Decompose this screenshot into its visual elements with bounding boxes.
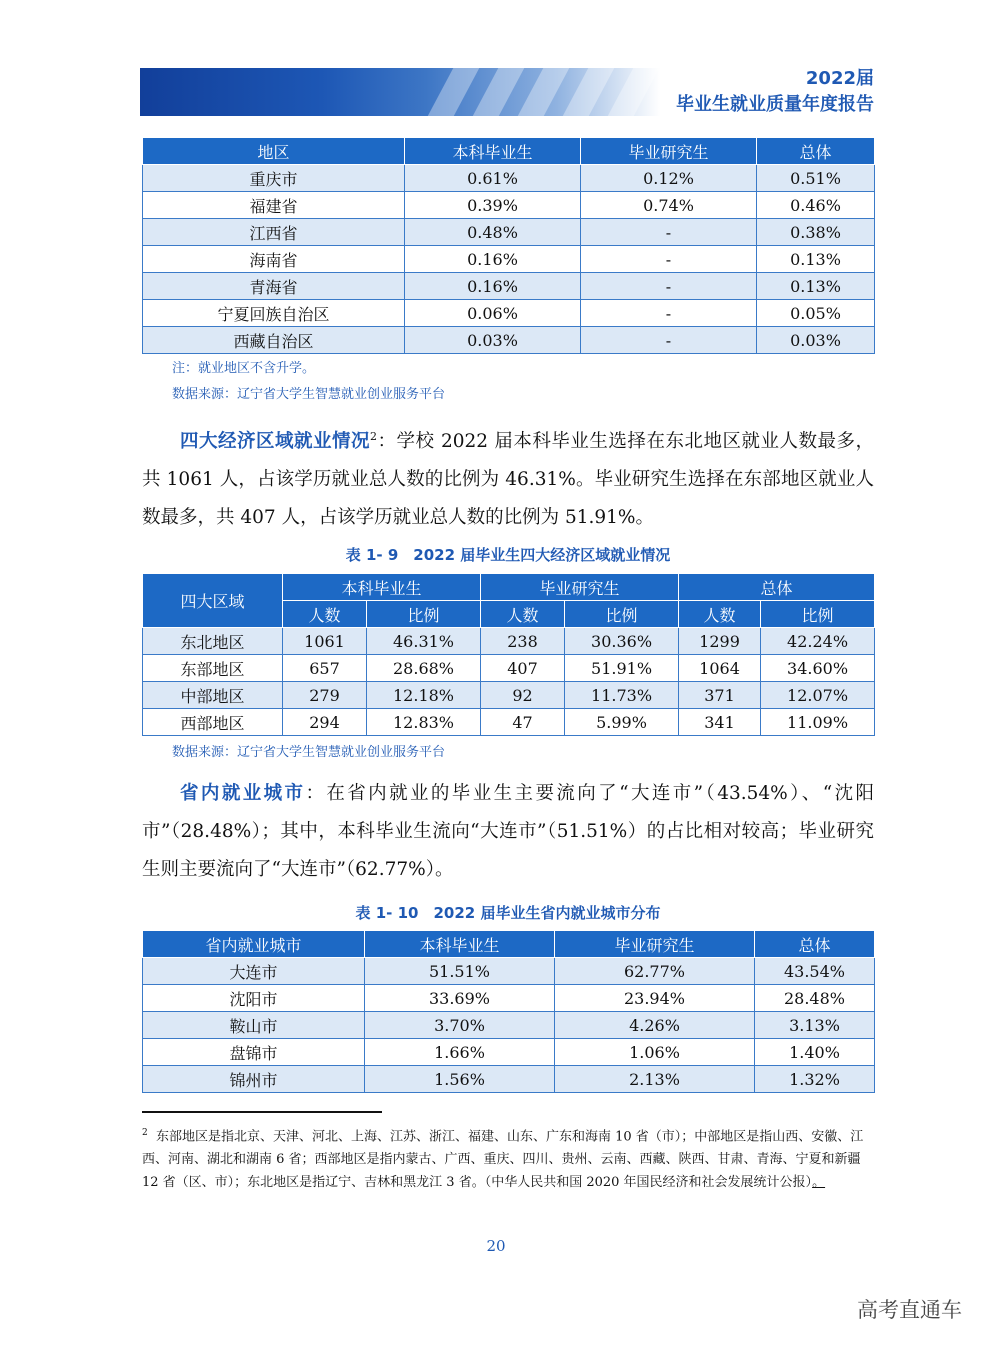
economic-row-header: 四大区域 [143,574,283,628]
table-cell: 51.91% [565,655,679,682]
table-cell: 0.03% [405,327,581,354]
table-cell: 0.61% [405,165,581,192]
table-cell: 盘锦市 [143,1039,365,1066]
group-overall: 总体 [679,574,875,601]
table-row [143,219,875,246]
table-cell: 0.06% [405,300,581,327]
footnote-mark: 2 [142,1128,148,1138]
table-cell: 23.94% [555,985,755,1012]
city-lead: 省内就业城市 [180,783,306,804]
table-cell: 1.66% [365,1039,555,1066]
table-row [143,985,875,1012]
region-source: 数据来源：辽宁省大学生智慧就业创业服务平台 [172,387,446,402]
city-text: ：在省内就业的毕业生主要流向了“大连市”（43.54%）、“沈阳市”（28.48%）；其中，本科毕业生流向“大连市”（51.51%）的占比相对较高；毕业研究生则主要流向了“大连市”（62.77%）。 [142,783,874,880]
table-cell: 0.51% [757,165,875,192]
table-cell: 东部地区 [143,655,283,682]
table-cell: 0.46% [757,192,875,219]
table-cell: 东北地区 [143,628,283,655]
table-cell: 1061 [283,628,367,655]
table-cell: - [581,219,757,246]
group-graduate: 毕业研究生 [481,574,679,601]
table-cell: 0.38% [757,219,875,246]
table-cell: 12.83% [367,709,481,736]
table-cell: 0.48% [405,219,581,246]
table-cell: 1064 [679,655,761,682]
column-header: 毕业研究生 [555,931,755,958]
table-row [143,628,875,655]
subcolumn-header: 比例 [761,601,875,628]
table-cell: 鞍山市 [143,1012,365,1039]
table-cell: 1.06% [555,1039,755,1066]
column-header: 总体 [757,138,875,165]
table-cell: - [581,246,757,273]
table-row [143,709,875,736]
table-cell: 西部地区 [143,709,283,736]
column-header: 总体 [755,931,875,958]
city-caption: 表 1- 10 2022 届毕业生省内就业城市分布 [355,904,661,922]
region-note: 注：就业地区不含升学。 [172,361,316,376]
footnote [142,1122,872,1194]
table-cell: 12.07% [761,682,875,709]
table-cell: 青海省 [143,273,405,300]
table-row [143,327,875,354]
table-row [143,958,875,985]
table-cell: 大连市 [143,958,365,985]
footnote-rule [142,1111,382,1113]
table-cell: 0.03% [757,327,875,354]
table-cell: 4.26% [555,1012,755,1039]
subcolumn-header: 人数 [481,601,565,628]
table-row [143,165,875,192]
table-cell: 0.12% [581,165,757,192]
report-title: 毕业生就业质量年度报告 [676,94,874,115]
table-cell: 1.40% [755,1039,875,1066]
table-cell: 5.99% [565,709,679,736]
table-cell: 锦州市 [143,1066,365,1093]
column-header: 本科毕业生 [405,138,581,165]
table-cell: 福建省 [143,192,405,219]
table-row [143,655,875,682]
table-cell: 47 [481,709,565,736]
table-row [143,273,875,300]
table-cell: 62.77% [555,958,755,985]
table-cell: 657 [283,655,367,682]
table-cell: 1.32% [755,1066,875,1093]
table-cell: 0.16% [405,273,581,300]
table-cell: 3.13% [755,1012,875,1039]
table-cell: - [581,273,757,300]
economic-paragraph [142,418,874,537]
table-cell: 33.69% [365,985,555,1012]
city-table [142,930,875,1093]
column-header: 毕业研究生 [581,138,757,165]
table-row [143,1039,875,1066]
footnote-text: 东部地区是指北京、天津、河北、上海、江苏、浙江、福建、山东、广东和海南 10 省（市）；中部地区是指山西、安徽、江西、河南、湖北和湖南 6 省；西部地区是指内蒙古、广西、重庆、四川、贵州、云南、西藏、陕西、甘肃、青海、宁夏和新疆 12 省（区、市）；东北地区是指辽宁、吉林和黑龙江 3 省。（中华人民共和国 2020 年国民经济和社会发展统计公报） [142,1129,864,1191]
header-banner [140,68,660,116]
table-cell: 西藏自治区 [143,327,405,354]
table-cell: 0.39% [405,192,581,219]
subcolumn-header: 比例 [565,601,679,628]
table-row [143,1066,875,1093]
table-cell: 中部地区 [143,682,283,709]
economic-lead: 四大经济区域就业情况 [180,431,371,453]
table-cell: 0.74% [581,192,757,219]
table-cell: 0.16% [405,246,581,273]
table-cell: 34.60% [761,655,875,682]
table-cell: 0.13% [757,246,875,273]
table-cell: 0.05% [757,300,875,327]
table-cell: 海南省 [143,246,405,273]
table-cell: 沈阳市 [143,985,365,1012]
city-paragraph [142,775,874,889]
table-cell: - [581,300,757,327]
table-row [143,1012,875,1039]
table-cell: 46.31% [367,628,481,655]
table-cell: 2.13% [555,1066,755,1093]
footnote-tail: 。 [812,1175,826,1191]
table-row [143,682,875,709]
table-cell: 江西省 [143,219,405,246]
table-cell: 重庆市 [143,165,405,192]
table-cell: 11.73% [565,682,679,709]
table-cell: 28.48% [755,985,875,1012]
economic-caption: 表 1- 9 2022 届毕业生四大经济区域就业情况 [345,546,671,564]
table-row [143,246,875,273]
table-cell: 43.54% [755,958,875,985]
footnote-ref: 2 [370,430,378,443]
table-cell: 30.36% [565,628,679,655]
table-cell: 28.68% [367,655,481,682]
table-cell: 341 [679,709,761,736]
table-cell: 1.56% [365,1066,555,1093]
economic-source: 数据来源：辽宁省大学生智慧就业创业服务平台 [172,745,446,760]
table-cell: 51.51% [365,958,555,985]
subcolumn-header: 比例 [367,601,481,628]
table-cell: 238 [481,628,565,655]
table-cell: 宁夏回族自治区 [143,300,405,327]
table-cell: 294 [283,709,367,736]
table-cell: - [581,327,757,354]
economic-table [142,573,875,736]
report-year: 2022届 [805,68,874,89]
table-cell: 92 [481,682,565,709]
table-cell: 12.18% [367,682,481,709]
subcolumn-header: 人数 [679,601,761,628]
group-undergrad: 本科毕业生 [283,574,481,601]
watermark-text: 高考直通车 [857,1298,962,1322]
table-cell: 279 [283,682,367,709]
column-header: 地区 [143,138,405,165]
table-cell: 1299 [679,628,761,655]
table-cell: 42.24% [761,628,875,655]
table-row [143,300,875,327]
report-header [676,66,874,118]
subcolumn-header: 人数 [283,601,367,628]
table-cell: 3.70% [365,1012,555,1039]
column-header: 本科毕业生 [365,931,555,958]
table-cell: 0.13% [757,273,875,300]
column-header: 省内就业城市 [143,931,365,958]
table-row [143,192,875,219]
table-cell: 11.09% [761,709,875,736]
page-number: 20 [486,1237,506,1255]
table-cell: 407 [481,655,565,682]
table-cell: 371 [679,682,761,709]
economic-text: ：学校 2022 届本科毕业生选择在东北地区就业人数最多，共 1061 人，占该学历就业总人数的比例为 46.31%。毕业研究生选择在东部地区就业人数最多，共 407 人，占该学历就业总人数的比例为 51.91%。 [142,431,874,529]
region-table [142,137,875,354]
